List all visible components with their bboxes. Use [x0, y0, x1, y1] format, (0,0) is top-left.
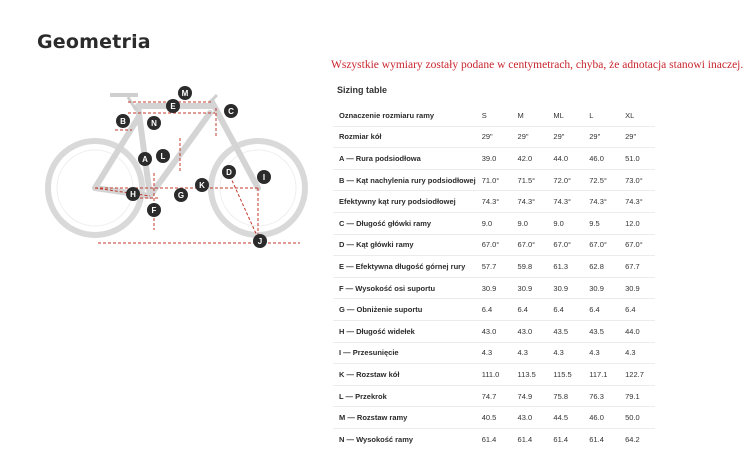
table-cell: 73.0° [619, 169, 655, 191]
table-cell: 74.3° [619, 191, 655, 213]
table-cell: L [583, 105, 619, 126]
table-cell: 71.0° [476, 169, 512, 191]
table-row [333, 169, 655, 191]
geometry-table [333, 105, 655, 450]
table-cell: 74.3° [547, 191, 583, 213]
table-cell: 44.0 [619, 320, 655, 342]
table-cell: 74.3° [476, 191, 512, 213]
bike-geometry-diagram [40, 78, 320, 250]
table-cell: 61.4 [517, 434, 533, 444]
table-cell: 9.0 [476, 212, 512, 234]
units-notice: Wszystkie wymiary zostały podane w centymetrach, chyba, że adnotacja stanowi inaczej. [331, 59, 744, 71]
table-cell: 44.5 [547, 407, 583, 429]
table-cell: 44.0 [547, 148, 583, 170]
table-cell: 6.4 [512, 299, 548, 321]
table-cell: 4.3 [476, 342, 512, 364]
table-row [333, 126, 655, 148]
table-cell: 40.5 [476, 407, 512, 429]
table-cell: 30.9 [547, 277, 583, 299]
table-row [333, 277, 655, 299]
svg-text:I: I [262, 173, 266, 182]
svg-text:C: C [228, 107, 234, 116]
svg-text:J: J [257, 237, 263, 246]
table-cell: 29" [583, 126, 619, 148]
table-cell: XL [619, 105, 655, 126]
table-row [333, 407, 655, 429]
table-cell: 43.0 [512, 320, 548, 342]
table-cell: M [512, 105, 548, 126]
table-cell: 29" [476, 126, 512, 148]
row-label: K — Rozstaw kół [333, 364, 476, 386]
table-cell: 79.1 [619, 385, 655, 407]
table-cell: 6.4 [583, 299, 619, 321]
svg-text:H: H [130, 190, 136, 199]
table-cell: 113.5 [512, 364, 548, 386]
table-cell: 9.5 [583, 212, 619, 234]
table-cell: 117.1 [583, 364, 619, 386]
table-cell: 67.0° [512, 234, 548, 256]
table-cell: 111.0 [476, 364, 512, 386]
table-row [333, 364, 655, 386]
row-label: L — Przekrok [333, 385, 476, 407]
row-label: H — Długość widełek [333, 320, 476, 342]
table-cell: 30.9 [512, 277, 548, 299]
row-label: N — Wysokość ramy [339, 434, 414, 444]
table-cell: 43.5 [583, 320, 619, 342]
row-label: F — Wysokość osi suportu [333, 277, 476, 299]
table-row [333, 320, 655, 342]
table-cell: 43.5 [547, 320, 583, 342]
table-cell: S [476, 105, 512, 126]
table-cell: 72.0° [547, 169, 583, 191]
svg-text:B: B [120, 117, 126, 126]
table-header-row [333, 105, 655, 126]
table-cell: 67.0° [547, 234, 583, 256]
table-cell: 59.8 [512, 256, 548, 278]
table-cell: 67.0° [476, 234, 512, 256]
svg-text:N: N [151, 119, 157, 128]
svg-text:L: L [160, 152, 166, 161]
svg-text:E: E [170, 102, 176, 111]
table-cell: 9.0 [547, 212, 583, 234]
table-cell: 4.3 [583, 342, 619, 364]
row-label: Efektywny kąt rury podsiodłowej [333, 191, 476, 213]
row-label: Rozmiar kół [333, 126, 476, 148]
svg-text:G: G [177, 191, 185, 200]
table-cell: 46.0 [583, 407, 619, 429]
table-cell: 4.3 [512, 342, 548, 364]
table-cell: 62.8 [583, 256, 619, 278]
table-cell: 6.4 [476, 299, 512, 321]
table-cell: 6.4 [619, 299, 655, 321]
table-cell: 64.2 [625, 434, 640, 444]
table-row [333, 234, 655, 256]
svg-text:M: M [181, 89, 189, 98]
row-label: A — Rura podsiodłowa [333, 148, 476, 170]
table-cell: 61.4 [553, 434, 569, 444]
svg-text:D: D [226, 168, 232, 177]
table-cell: 67.7 [619, 256, 655, 278]
table-cell: 29" [512, 126, 548, 148]
table-cell: 4.3 [619, 342, 655, 364]
row-label: B — Kąt nachylenia rury podsiodłowej [333, 169, 476, 191]
table-cell: 30.9 [619, 277, 655, 299]
table-row [333, 428, 655, 449]
table-cell: 43.0 [512, 407, 548, 429]
row-label: M — Rozstaw ramy [333, 407, 476, 429]
table-cell: 61.3 [547, 256, 583, 278]
table-cell: 122.7 [619, 364, 655, 386]
table-cell: 30.9 [583, 277, 619, 299]
row-label: I — Przesunięcie [333, 342, 476, 364]
table-cell: 4.3 [547, 342, 583, 364]
table-cell: 39.0 [476, 148, 512, 170]
table-cell: 51.0 [619, 148, 655, 170]
table-cell: 74.3° [512, 191, 548, 213]
table-cell: 42.0 [512, 148, 548, 170]
row-label: G — Obniżenie suportu [333, 299, 476, 321]
table-cell: 72.5° [583, 169, 619, 191]
svg-text:K: K [199, 181, 205, 190]
table-cell: 50.0 [619, 407, 655, 429]
table-cell: 67.0° [619, 234, 655, 256]
table-cell: 74.9 [512, 385, 548, 407]
table-cell: 67.0° [583, 234, 619, 256]
table-cell: 43.0 [476, 320, 512, 342]
table-row [333, 212, 655, 234]
table-cell: 6.4 [547, 299, 583, 321]
table-cell: 61.4 [481, 434, 497, 444]
table-row [333, 191, 655, 213]
row-label: C — Długość główki ramy [333, 212, 476, 234]
row-label: D — Kąt główki ramy [333, 234, 476, 256]
table-cell: 29" [619, 126, 655, 148]
table-row [333, 299, 655, 321]
table-cell: 61.4 [589, 434, 604, 444]
table-cell: 57.7 [476, 256, 512, 278]
table-cell: 71.5° [512, 169, 548, 191]
sizing-table-title: Sizing table [337, 85, 388, 95]
table-cell: 30.9 [476, 277, 512, 299]
table-cell: 74.3° [583, 191, 619, 213]
table-row [333, 342, 655, 364]
svg-text:F: F [151, 206, 157, 215]
page-title: Geometria [37, 31, 151, 53]
row-label: E — Efektywna długość górnej rury [333, 256, 476, 278]
table-cell: 29" [547, 126, 583, 148]
table-cell: 75.8 [547, 385, 583, 407]
row-label: Oznaczenie rozmiaru ramy [333, 105, 476, 126]
table-cell: 74.7 [476, 385, 512, 407]
table-cell: 115.5 [547, 364, 583, 386]
table-cell: 46.0 [583, 148, 619, 170]
table-row [333, 385, 655, 407]
table-row [333, 256, 655, 278]
table-cell: 9.0 [512, 212, 548, 234]
table-cell: 76.3 [583, 385, 619, 407]
table-row [333, 148, 655, 170]
svg-text:A: A [142, 155, 148, 164]
table-cell: ML [547, 105, 583, 126]
table-cell: 12.0 [619, 212, 655, 234]
